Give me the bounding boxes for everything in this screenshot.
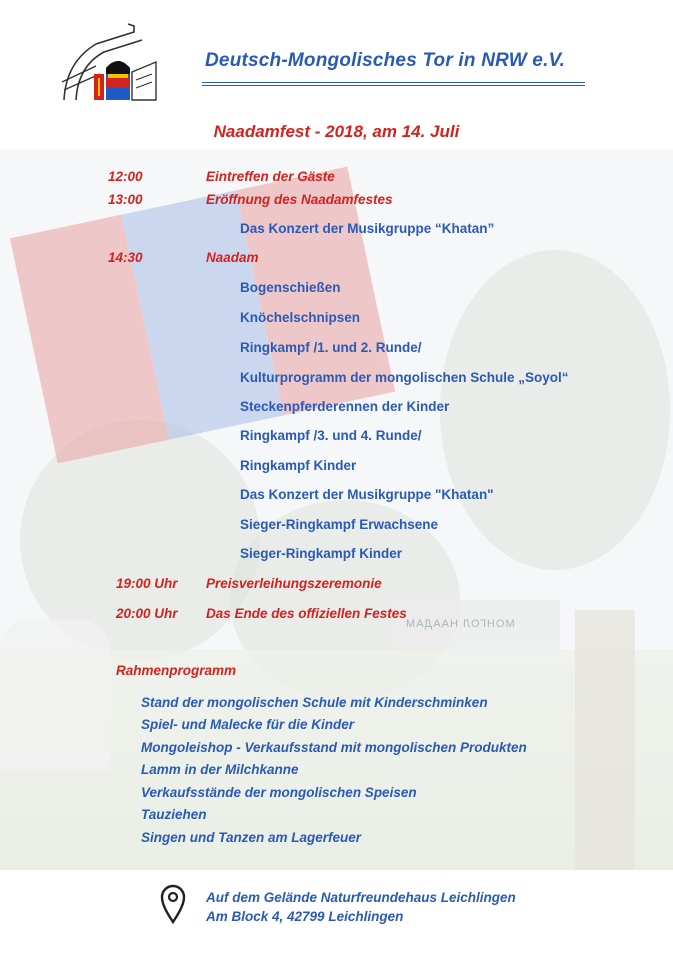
schedule-item: Ringkampf /3. und 4. Runde/: [240, 428, 422, 443]
background-stage: [395, 600, 560, 650]
map-pin-icon: [160, 884, 186, 924]
schedule-item: Sieger-Ringkampf Kinder: [240, 546, 403, 561]
organization-title: Deutsch-Mongolisches Tor in NRW e.V.: [205, 50, 566, 71]
rahmenprogramm-heading: Rahmenprogramm: [116, 663, 237, 678]
background-yurt: [0, 620, 110, 770]
rahmen-item: Tauziehen: [141, 807, 207, 822]
rahmen-item: Singen und Tanzen am Lagerfeuer: [141, 830, 362, 845]
title-divider: [202, 82, 585, 83]
rahmen-item: Verkaufsstände der mongolischen Speisen: [141, 785, 417, 800]
schedule-label: Eintreffen der Gäste: [206, 169, 335, 184]
background-mast: [575, 610, 635, 870]
title-divider: [202, 85, 585, 86]
schedule-item: Bogenschießen: [240, 280, 341, 295]
schedule-item: Ringkampf Kinder: [240, 458, 357, 473]
schedule-time: 13:00: [108, 192, 143, 207]
background-tree: [440, 250, 670, 570]
schedule-time: 14:30: [108, 250, 143, 265]
rahmen-item: Spiel- und Malecke für die Kinder: [141, 717, 355, 732]
stage-sign: МОНГОЛ НААДАМ: [405, 618, 515, 630]
schedule-item: Ringkampf /1. und 2. Runde/: [240, 340, 422, 355]
event-title: Naadamfest - 2018, am 14. Juli: [213, 122, 460, 141]
schedule-label: Das Ende des offiziellen Festes: [206, 606, 407, 621]
schedule-item: Kulturprogramm der mongolischen Schule „Soyol“: [240, 370, 569, 385]
schedule-item: Das Konzert der Musikgruppe "Khatan": [240, 487, 494, 502]
gate-logo: [56, 22, 166, 110]
schedule-item: Steckenpferderennen der Kinder: [240, 399, 450, 414]
schedule-item: Das Konzert der Musikgruppe “Khatan”: [240, 221, 495, 236]
schedule-label: Preisverleihungszeremonie: [206, 576, 382, 591]
schedule-label: Naadam: [206, 250, 259, 265]
schedule-time: 20:00 Uhr: [116, 606, 178, 621]
rahmen-item: Lamm in der Milchkanne: [141, 762, 299, 777]
schedule-time: 12:00: [108, 169, 143, 184]
schedule-label: Eröffnung des Naadamfestes: [206, 192, 393, 207]
schedule-time: 19:00 Uhr: [116, 576, 178, 591]
schedule-item: Knöchelschnipsen: [240, 310, 361, 325]
location-line-1: Auf dem Gelände Naturfreundehaus Leichlingen: [206, 890, 516, 905]
schedule-item: Sieger-Ringkampf Erwachsene: [240, 517, 439, 532]
rahmen-item: Stand der mongolischen Schule mit Kinderschminken: [141, 695, 488, 710]
rahmen-item: Mongoleishop - Verkaufsstand mit mongolischen Produkten: [141, 740, 527, 755]
location-line-2: Am Block 4, 42799 Leichlingen: [206, 909, 404, 924]
